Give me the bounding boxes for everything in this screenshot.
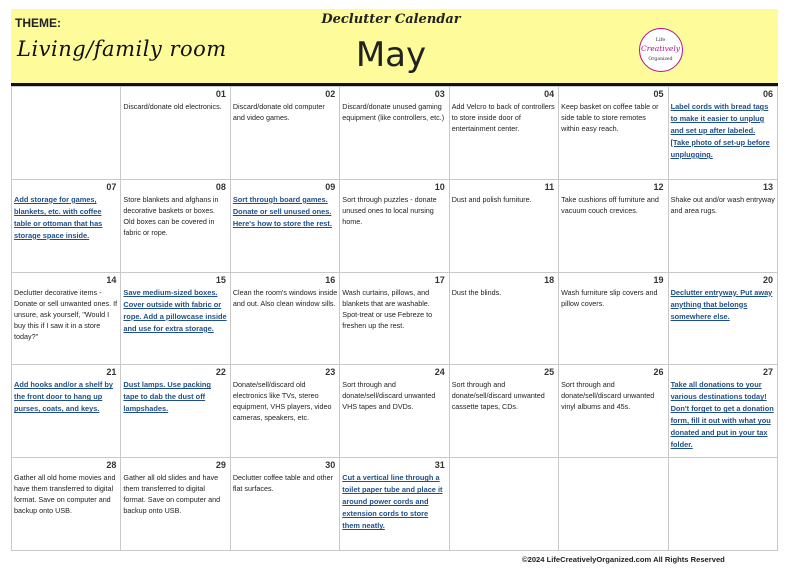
task-link[interactable]: Add hooks and/or a shelf by the front door to hang up purses, coats, and keys.	[14, 380, 113, 414]
month-name: May	[355, 35, 427, 75]
day-number: 02	[325, 89, 336, 99]
task-text: Dust the blinds.	[451, 287, 502, 297]
day-number: 27	[762, 367, 773, 378]
day-cell	[559, 273, 668, 366]
day-number: 05	[653, 89, 664, 99]
task-text: Add Velcro to back of controllers to store inside door of entertainment center.	[451, 102, 555, 133]
task-text: Shake out and/or wash entryway and area rugs.	[670, 194, 775, 215]
day-number: 20	[762, 274, 773, 285]
calendar-title: Declutter Calendar	[321, 12, 461, 27]
day-number: 14	[106, 274, 117, 285]
day-number: 06	[762, 89, 773, 99]
day-cell	[231, 365, 340, 458]
theme-label: THEME:	[15, 16, 61, 30]
task-text: Discard/donate old computer and video games.	[232, 102, 325, 122]
logo-text-1: Life	[655, 37, 666, 43]
day-number: 03	[434, 89, 445, 99]
day-cell	[450, 180, 559, 273]
day-cell	[12, 180, 121, 273]
day-cell	[340, 365, 449, 458]
task-text: Gather all old home movies and have them transferred to digital format. Save on computer and backup onto USB.	[14, 473, 116, 516]
day-number: 16	[325, 274, 336, 285]
task-link[interactable]: Sort through board games. Donate or sell unused ones. Here's how to store the rest.	[232, 194, 332, 228]
day-number: 29	[215, 460, 226, 471]
task-text: Discard/donate old electronics.	[123, 102, 222, 111]
day-number: 25	[544, 367, 555, 378]
day-cell	[121, 180, 230, 273]
task-text: Clean the room's windows inside and out. Also clean window sills.	[232, 287, 338, 308]
task-text: Store blankets and afghans in decorative baskets or boxes. Old boxes can be covered in fabric or rope.	[123, 194, 219, 237]
day-cell	[340, 87, 449, 180]
day-cell	[231, 87, 340, 180]
day-cell	[121, 87, 230, 180]
day-number: 13	[762, 181, 773, 192]
day-number: 21	[106, 367, 117, 378]
day-cell	[12, 365, 121, 458]
day-cell	[12, 87, 121, 180]
task-link[interactable]: Save medium-sized boxes. Cover outside with fabric or rope. Add a pillowcase inside and use for extra storage.	[123, 287, 227, 333]
task-text: Gather all old slides and have them transferred to digital format. Save on computer and backup onto USB.	[123, 473, 221, 516]
task-text: Take cushions off furniture and vacuum couch crevices.	[561, 194, 659, 215]
day-number: 08	[215, 181, 226, 192]
task-link[interactable]: Declutter entryway. Put away anything that belongs somewhere else.	[670, 287, 773, 321]
task-text: Sort through puzzles - donate unused ones to local nursing home.	[342, 194, 437, 226]
task-text: Wash furniture slip covers and pillow covers.	[561, 287, 658, 308]
day-number: 15	[215, 274, 226, 285]
day-number: 23	[325, 367, 336, 378]
task-text: Wash curtains, pillows, and blankets that are washable. Spot-treat or use Febreze to freshen up the rest.	[342, 287, 433, 330]
task-text: Declutter decorative items - Donate or sell unwanted ones. If unsure, ask yourself, "Would I buy this if I saw it in a store today?"	[14, 287, 118, 341]
day-cell	[231, 273, 340, 366]
task-text: Dust and polish furniture.	[451, 194, 532, 204]
logo-text-2: Creatively	[641, 44, 680, 53]
day-cell	[450, 273, 559, 366]
logo-text-3: Organized	[648, 57, 673, 62]
day-cell	[669, 87, 778, 180]
day-number: 19	[653, 274, 664, 285]
day-number: 07	[106, 181, 117, 192]
brand-logo	[639, 28, 683, 72]
day-cell	[450, 458, 559, 551]
day-cell	[121, 458, 230, 551]
day-cell	[559, 365, 668, 458]
task-text: Sort through and donate/sell/discard unwanted VHS tapes and DVDs.	[342, 380, 436, 412]
day-cell	[231, 458, 340, 551]
copyright-footer: ©2024 LifeCreativelyOrganized.com All Rights Reserved	[522, 555, 725, 564]
day-number: 17	[434, 274, 445, 285]
day-cell	[669, 365, 778, 458]
day-cell	[559, 180, 668, 273]
day-cell	[559, 458, 668, 551]
day-cell	[121, 273, 230, 366]
task-link[interactable]: Take all donations to your various destinations today! Don't forget to get a donation form, fill it out with what you donated and put in your tax folder.	[670, 380, 774, 450]
calendar-grid	[11, 86, 778, 551]
header-banner	[11, 9, 778, 83]
day-cell	[340, 180, 449, 273]
day-number: 11	[544, 181, 555, 192]
day-number: 26	[653, 367, 664, 378]
day-cell	[340, 458, 449, 551]
task-text: Discard/donate unused gaming equipment (like controllers, etc.)	[342, 102, 445, 122]
day-number: 01	[215, 89, 226, 99]
task-link[interactable]: Add storage for games, blankets, etc. with coffee table or ottoman that has storage space inside.	[14, 194, 103, 240]
task-text: Keep basket on coffee table or side table to store remotes within easy reach.	[561, 102, 659, 133]
day-number: 18	[544, 274, 555, 285]
task-text: Sort through and donate/sell/discard unwanted cassette tapes, CDs.	[451, 380, 545, 412]
task-text: Declutter coffee table and other flat surfaces.	[232, 473, 334, 494]
day-number: 31	[434, 460, 445, 471]
day-number: 24	[434, 367, 445, 378]
day-number: 30	[325, 460, 336, 471]
day-cell	[669, 273, 778, 366]
day-cell	[12, 458, 121, 551]
task-text: Donate/sell/discard old electronics like TVs, stereo equipment, VHS players, video cameras, speakers, etc.	[232, 380, 332, 423]
day-cell	[450, 365, 559, 458]
theme-value: Living/family room	[17, 37, 227, 61]
day-number: 28	[106, 460, 117, 471]
task-text: Sort through and donate/sell/discard unwanted vinyl albums and 45s.	[561, 380, 655, 412]
day-cell	[12, 273, 121, 366]
day-cell	[669, 180, 778, 273]
day-cell	[450, 87, 559, 180]
day-number: 12	[653, 181, 664, 192]
day-cell	[340, 273, 449, 366]
task-link[interactable]: Label cords with bread tags to make it easier to unplug and set up after labeled. [Take photo of set-up before unplugging.	[670, 102, 770, 159]
day-number: 04	[544, 89, 555, 99]
day-cell	[231, 180, 340, 273]
day-cell	[669, 458, 778, 551]
task-link[interactable]: Cut a vertical line through a toilet paper tube and place it around power cords and extension cords to store them neatly.	[342, 473, 443, 531]
day-number: 22	[215, 367, 226, 378]
task-link[interactable]: Dust lamps. Use packing tape to dab the dust off lampshades.	[123, 380, 211, 414]
day-number: 09	[325, 181, 336, 192]
day-cell	[121, 365, 230, 458]
day-number: 10	[434, 181, 445, 192]
day-cell	[559, 87, 668, 180]
